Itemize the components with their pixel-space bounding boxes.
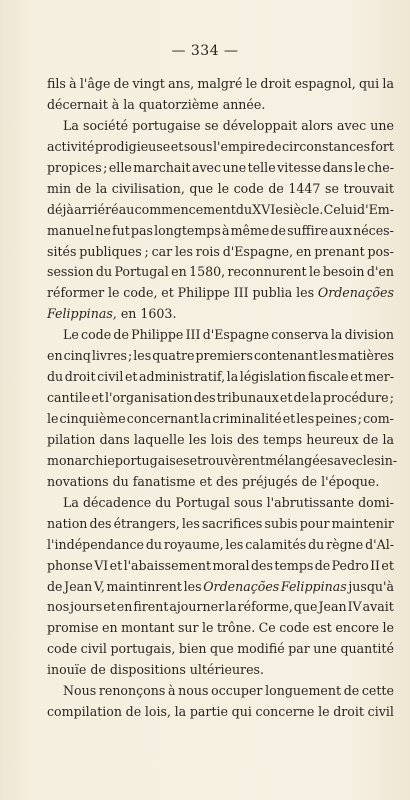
text-line: de Jean V, maintinrent les Ordenações Felippinas jusqu'à: [47, 578, 394, 594]
text-line: pilation dans laquelle les lois des temps heureux de la: [47, 431, 394, 447]
text-line: fils à l'âge de vingt ans, malgré le droit espagnol, qui la: [47, 76, 394, 91]
text-line: code civil portugais, bien que modifié par une quantité: [47, 641, 394, 657]
text-line: inouïe de dispositions ultérieures.: [47, 662, 265, 678]
text-line: manuel ne fut pas longtemps à même de suffire aux néces-: [47, 222, 394, 238]
text-line: La décadence du Portugal sous l'abrutissante domi-: [63, 494, 394, 510]
body-text: [47, 74, 398, 723]
text-line: cantile et l'organisation des tribunaux et de la procédure ;: [47, 390, 394, 406]
text-line: nation des étrangers, les sacrifices subis pour maintenir: [47, 515, 394, 531]
text-line: du droit civil et administratif, la législation fiscale et mer-: [47, 369, 394, 385]
text-line: sités publiques ; car les rois d'Espagne, en prenant pos-: [47, 243, 394, 259]
text-line: phonse VI et l'abaissement moral des temps de Pedro II et: [47, 557, 394, 573]
text-line: en cinq livres ; les quatre premiers contenant les matières: [47, 348, 394, 364]
text-line: nos jours et en firent ajourner la réforme, que Jean IV avait: [47, 599, 394, 615]
text-line: déjà arriéré au commencement du XVIe siècle. Celui d'Em-: [47, 201, 394, 217]
text-line: compilation de lois, la partie qui concerne le droit civil: [47, 704, 394, 720]
page-number: — 334 —: [171, 43, 239, 59]
text-line: activité prodigieuse et sous l'empire de circonstances fort: [47, 138, 394, 154]
text-line: session du Portugal en 1580, reconnurent le besoin d'en: [47, 264, 394, 280]
text-line: Felippinas, en 1603.: [47, 306, 177, 322]
text-line: le cinquième concernant la criminalité et les peines ; com-: [47, 411, 394, 426]
text-line: promise en montant sur le trône. Ce code est encore le: [47, 620, 394, 636]
text-line: l'indépendance du royaume, les calamités du règne d'Al-: [47, 536, 394, 552]
text-line: Le code de Philippe III d'Espagne conserva la division: [63, 327, 394, 343]
text-line: min de la civilisation, que le code de 1447 se trouvait: [47, 180, 394, 196]
text-line: décernait à la quatorzième année.: [47, 96, 266, 112]
text-line: réformer le code, et Philippe III publia les Ordenações: [47, 285, 394, 301]
text-line: monarchie portugaise se trouvèrent mélangées avec les in-: [47, 452, 398, 468]
text-line: propices ; elle marchait avec une telle vitesse dans le che-: [47, 159, 394, 175]
text-line: novations du fanatisme et des préjugés de l'époque.: [47, 473, 380, 489]
text-line: La société portugaise se développait alors avec une: [63, 117, 394, 133]
text-line: Nous renonçons à nous occuper longuement de cette: [63, 683, 394, 699]
